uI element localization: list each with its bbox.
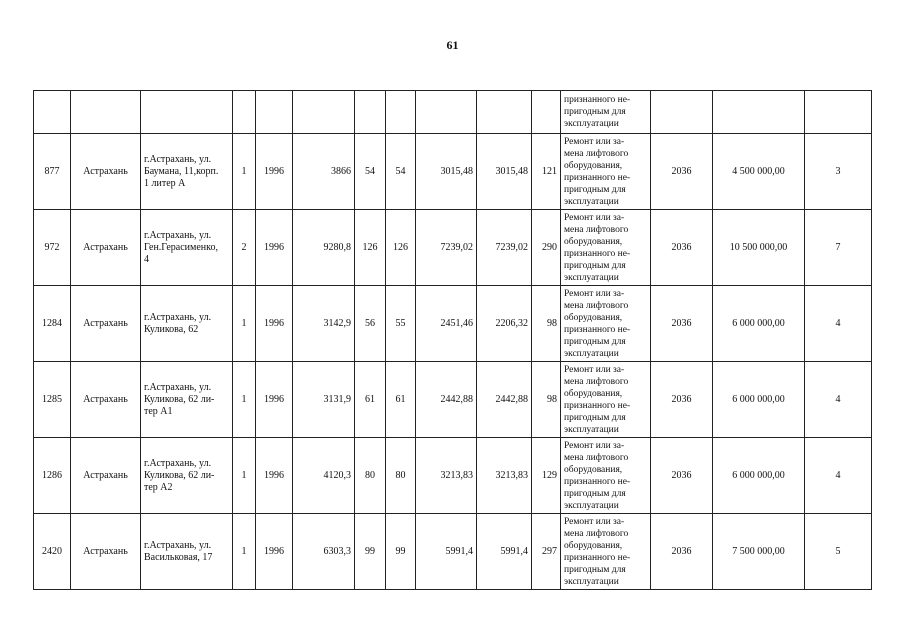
total-area: 4120,3 [293,438,355,514]
cost: 6 000 000,00 [713,286,805,362]
count-1: 1 [233,362,256,438]
work-description [561,362,651,438]
table-row [34,210,872,286]
area-1: 2451,46 [416,286,477,362]
table-row [34,362,872,438]
table-cell [386,91,416,134]
year: 1996 [256,134,293,210]
table-cell [141,91,233,134]
count-3: 99 [386,514,416,590]
address [141,134,233,210]
record-number: 1284 [34,286,71,362]
work-description-text: Ремонт или за- мена лифтового оборудования, признанного не- пригодным для эксплуатации [564,288,631,359]
address-text: г.Астрахань, ул. Ген.Герасименко, 4 [144,229,218,265]
cost: 4 500 000,00 [713,134,805,210]
work-description [561,514,651,590]
cost: 7 500 000,00 [713,514,805,590]
area-2: 2442,88 [477,362,532,438]
year: 1996 [256,286,293,362]
count-3: 126 [386,210,416,286]
table-cell [416,91,477,134]
address-text: г.Астрахань, ул. Баумана, 11,корп. 1 литер А [144,153,219,189]
units: 3 [805,134,872,210]
city: Астрахань [71,210,141,286]
total-area: 3142,9 [293,286,355,362]
address-text: г.Астрахань, ул. Куликова, 62 ли- тер А1 [144,381,215,417]
cost: 6 000 000,00 [713,362,805,438]
table-cell [34,91,71,134]
record-number: 1285 [34,362,71,438]
total-area: 3131,9 [293,362,355,438]
units: 4 [805,286,872,362]
year: 1996 [256,438,293,514]
count-2: 54 [355,134,386,210]
count-1: 1 [233,514,256,590]
count-1: 1 [233,286,256,362]
residents: 297 [532,514,561,590]
count-3: 80 [386,438,416,514]
city: Астрахань [71,134,141,210]
address [141,438,233,514]
city: Астрахань [71,438,141,514]
record-number: 877 [34,134,71,210]
area-2: 7239,02 [477,210,532,286]
residents: 98 [532,286,561,362]
address [141,286,233,362]
units: 4 [805,362,872,438]
work-year: 2036 [651,134,713,210]
table-cell [477,91,532,134]
cost: 10 500 000,00 [713,210,805,286]
work-description: признанного не- пригодным для эксплуатации [564,95,631,129]
count-2: 80 [355,438,386,514]
address-text: г.Астрахань, ул. Васильковая, 17 [144,539,213,563]
work-year: 2036 [651,286,713,362]
work-description-cell [561,91,651,134]
city: Астрахань [71,286,141,362]
table-cell [805,91,872,134]
work-description [561,438,651,514]
work-description-text: Ремонт или за- мена лифтового оборудования, признанного не- пригодным для эксплуатации [564,440,631,511]
city: Астрахань [71,362,141,438]
table-cell [293,91,355,134]
work-description [561,134,651,210]
work-year: 2036 [651,438,713,514]
area-1: 2442,88 [416,362,477,438]
work-description [561,210,651,286]
continuation-row [34,91,872,134]
total-area: 9280,8 [293,210,355,286]
table-cell [532,91,561,134]
cost: 6 000 000,00 [713,438,805,514]
year: 1996 [256,210,293,286]
address [141,514,233,590]
count-2: 61 [355,362,386,438]
address [141,210,233,286]
count-3: 61 [386,362,416,438]
record-number: 972 [34,210,71,286]
address [141,362,233,438]
area-1: 5991,4 [416,514,477,590]
registry-table [33,90,872,590]
count-1: 2 [233,210,256,286]
work-description-text: Ремонт или за- мена лифтового оборудования, признанного не- пригодным для эксплуатации [564,364,631,435]
residents: 121 [532,134,561,210]
count-1: 1 [233,134,256,210]
year: 1996 [256,362,293,438]
page-number: 61 [446,38,459,52]
table-cell [256,91,293,134]
work-year: 2036 [651,362,713,438]
work-description-text: Ремонт или за- мена лифтового оборудования, признанного не- пригодным для эксплуатации [564,516,631,587]
count-2: 126 [355,210,386,286]
units: 5 [805,514,872,590]
area-2: 2206,32 [477,286,532,362]
area-2: 5991,4 [477,514,532,590]
residents: 98 [532,362,561,438]
year: 1996 [256,514,293,590]
table-cell [355,91,386,134]
total-area: 3866 [293,134,355,210]
total-area: 6303,3 [293,514,355,590]
table-row [34,438,872,514]
table-row [34,514,872,590]
residents: 129 [532,438,561,514]
area-1: 7239,02 [416,210,477,286]
table-row [34,134,872,210]
table-row [34,286,872,362]
residents: 290 [532,210,561,286]
work-description-text: Ремонт или за- мена лифтового оборудования, признанного не- пригодным для эксплуатации [564,212,631,283]
table-cell [233,91,256,134]
area-2: 3015,48 [477,134,532,210]
count-2: 99 [355,514,386,590]
address-text: г.Астрахань, ул. Куликова, 62 ли- тер А2 [144,457,215,493]
units: 7 [805,210,872,286]
count-1: 1 [233,438,256,514]
count-3: 55 [386,286,416,362]
units: 4 [805,438,872,514]
count-3: 54 [386,134,416,210]
work-description-text: Ремонт или за- мена лифтового оборудования, признанного не- пригодным для эксплуатации [564,136,631,207]
area-2: 3213,83 [477,438,532,514]
area-1: 3213,83 [416,438,477,514]
table-cell [71,91,141,134]
record-number: 1286 [34,438,71,514]
city: Астрахань [71,514,141,590]
work-year: 2036 [651,514,713,590]
count-2: 56 [355,286,386,362]
record-number: 2420 [34,514,71,590]
work-year: 2036 [651,210,713,286]
work-description [561,286,651,362]
table-cell [713,91,805,134]
address-text: г.Астрахань, ул. Куликова, 62 [144,311,212,335]
area-1: 3015,48 [416,134,477,210]
table-cell [651,91,713,134]
